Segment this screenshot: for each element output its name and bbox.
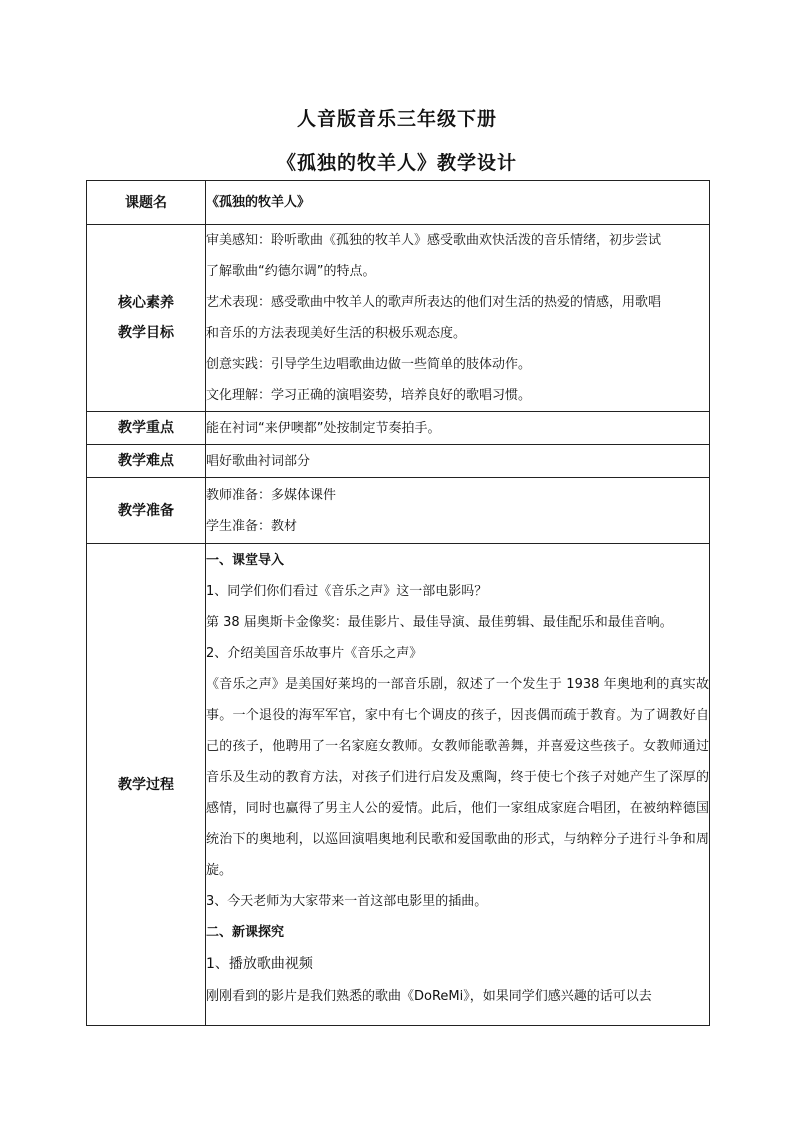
goal-line: 艺术表现：感受歌曲中牧羊人的歌声所表达的他们对生活的热爱的情感，用歌唱 xyxy=(206,295,662,310)
document-subtitle: 《孤独的牧羊人》教学设计 xyxy=(276,152,517,174)
row-key-point xyxy=(87,412,710,445)
difficulty-label: 教学难点 xyxy=(87,445,206,478)
row-preparation xyxy=(87,478,710,544)
preparation-line: 学生准备：教材 xyxy=(206,518,298,534)
process-content xyxy=(206,544,710,1026)
difficulty-value xyxy=(206,445,710,478)
key-point-label: 教学重点 xyxy=(87,412,206,445)
goals-label-line-2: 教学目标 xyxy=(118,325,174,341)
goal-line: 了解歌曲“约德尔调”的特点。 xyxy=(206,264,376,279)
process-line: 刚刚看到的影片是我们熟悉的歌曲《DoReMi》，如果同学们感兴趣的话可以去 xyxy=(206,989,652,1004)
process-line: 1、播放歌曲视频 xyxy=(206,956,313,972)
goal-line: 审美感知：聆听歌曲《孤独的牧羊人》感受歌曲欢快活泼的音乐情绪，初步尝试 xyxy=(206,233,662,248)
topic-value-text: 《孤独的牧羊人》 xyxy=(206,195,311,210)
goal-line: 文化理解：学习正确的演唱姿势，培养良好的歌唱习惯。 xyxy=(206,388,532,403)
preparation-label: 教学准备 xyxy=(87,478,206,544)
row-process xyxy=(87,544,710,1026)
goals-label-line-1: 核心素养 xyxy=(118,295,174,311)
preparation-content xyxy=(206,478,710,544)
goal-line: 创意实践：引导学生边唱歌曲边做一些简单的肢体动作。 xyxy=(206,357,532,372)
process-line: 1、同学们你们看过《音乐之声》这一部电影吗？ xyxy=(206,584,488,599)
key-point-text: 能在衬词“来伊噢都”处按制定节奏拍手。 xyxy=(206,420,441,436)
row-goals xyxy=(87,225,710,412)
process-label: 教学过程 xyxy=(87,544,206,1026)
preparation-line: 教师准备：多媒体课件 xyxy=(206,487,337,503)
section-heading: 二、新课探究 xyxy=(206,925,285,940)
process-body xyxy=(206,544,709,1025)
goals-label xyxy=(87,225,206,412)
topic-label: 课题名 xyxy=(87,181,206,225)
process-line: 第 38 届奥斯卡金像奖：最佳影片、最佳导演、最佳剪辑、最佳配乐和最佳音响。 xyxy=(206,615,673,630)
story-paragraph: 《音乐之声》是美国好莱坞的一部音乐剧，叙述了一个发生于 1938 年奥地利的真实故事。一个退役的海军军官，家中有七个调皮的孩子，因丧偶而疏于教育。为了调教好自己的孩子，他聘用了一名家庭女教师。女教师能歌善舞，并喜爱这些孩子。女教师通过音乐及生动的教育方法，对孩子们进行启发及熏陶，终于使七个孩子对她产生了深厚的感情，同时也赢得了男主人公的爱情。此后，他们一家组成家庭合唱团，在被纳粹德国统治下的奥地利，以巡回演唱奥地利民歌和爱国歌曲的形式，与纳粹分子进行斗争和周旋。 xyxy=(206,677,709,878)
lesson-plan-table xyxy=(86,180,710,1026)
process-line: 3、今天老师为大家带来一首这部电影里的插曲。 xyxy=(206,894,488,909)
goals-content xyxy=(206,225,710,412)
process-line: 2、介绍美国音乐故事片《音乐之声》 xyxy=(206,646,423,661)
goal-line: 和音乐的方法表现美好生活的积极乐观态度。 xyxy=(206,326,467,341)
section-heading: 一、课堂导入 xyxy=(206,553,285,568)
topic-value xyxy=(206,181,710,225)
difficulty-text: 唱好歌曲衬词部分 xyxy=(206,453,311,469)
document-title: 人音版音乐三年级下册 xyxy=(296,108,497,130)
row-difficulty xyxy=(87,445,710,478)
key-point-value xyxy=(206,412,710,445)
row-topic xyxy=(87,181,710,225)
